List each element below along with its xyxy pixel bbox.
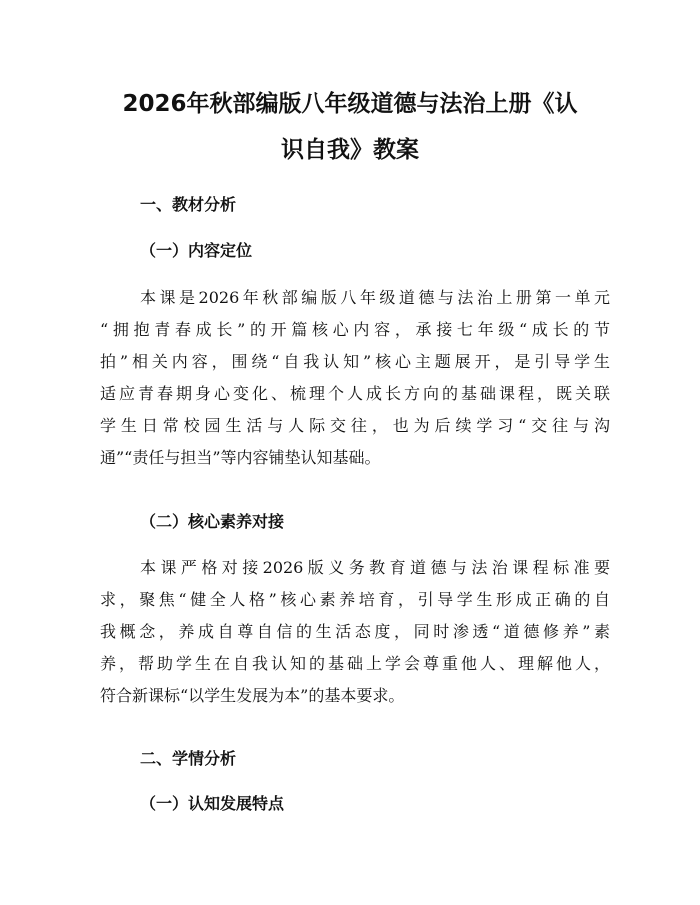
paragraph-line: “拥抱青春成长”的开篇核心内容，承接七年级“成长的节 (100, 320, 610, 339)
paragraph-line: 本课严格对接2026版义务教育道德与法治课程标准要 (140, 558, 610, 577)
paragraph-line: 通”“责任与担当”等内容铺垫认知基础。 (100, 448, 381, 467)
subsection-heading-core-literacy: （二）核心素养对接 (140, 512, 285, 531)
document-title-line-1: 2026年秋部编版八年级道德与法治上册《认 (122, 91, 578, 117)
paragraph-line: 求，聚焦“健全人格”核心素养培育，引导学生形成正确的自 (100, 590, 610, 609)
subsection-heading-content-positioning: （一）内容定位 (140, 241, 253, 260)
paragraph-line: 学生日常校园生活与人际交往，也为后续学习“交往与沟 (100, 416, 610, 435)
paragraph-core-literacy (100, 552, 610, 712)
paragraph-line: 本课是2026年秋部编版八年级道德与法治上册第一单元 (140, 288, 610, 307)
paragraph-line: 适应青春期身心变化、梳理个人成长方向的基础课程，既关联 (100, 384, 610, 403)
paragraph-line: 养，帮助学生在自我认知的基础上学会尊重他人、理解他人， (100, 654, 610, 673)
paragraph-line: 符合新课标“以学生发展为本”的基本要求。 (100, 686, 405, 705)
section-heading-learner-analysis: 二、学情分析 (140, 749, 237, 768)
subsection-heading-cognitive-development: （一）认知发展特点 (140, 794, 285, 813)
document-title-line-2: 识自我》教案 (281, 137, 419, 163)
paragraph-content-positioning (100, 282, 610, 474)
paragraph-line: 我概念，养成自尊自信的生活态度，同时渗透“道德修养”素 (100, 622, 610, 641)
section-heading-textbook-analysis: 一、教材分析 (140, 195, 237, 214)
paragraph-line: 拍”相关内容，围绕“自我认知”核心主题展开，是引导学生 (100, 352, 610, 371)
